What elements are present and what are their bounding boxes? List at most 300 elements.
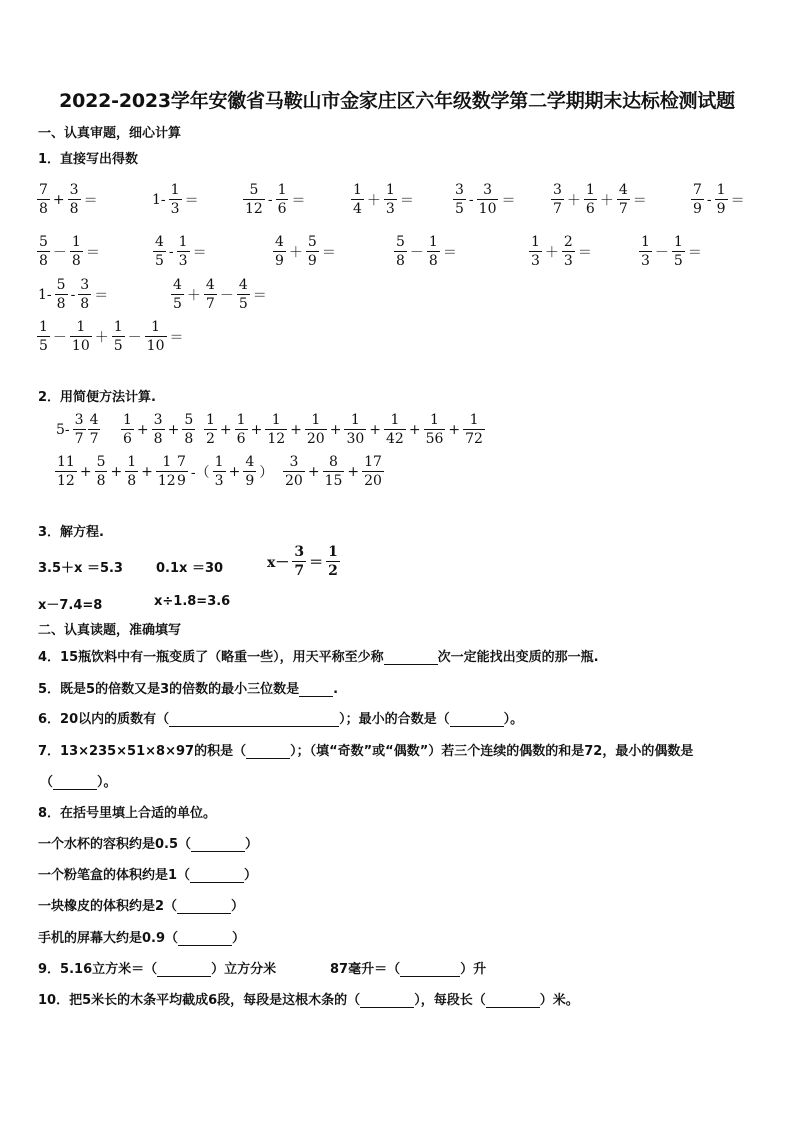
fraction: [70, 320, 92, 353]
denominator: 15: [324, 473, 343, 489]
q1-expression: [36, 278, 110, 311]
q1-expression: [36, 320, 186, 353]
fraction: [617, 183, 630, 216]
fraction: [715, 183, 728, 216]
numerator: 1: [385, 182, 395, 198]
close-paren: ）: [232, 931, 246, 946]
q1-expression: [690, 183, 747, 216]
numerator: 4: [245, 454, 255, 470]
question-4: [38, 646, 599, 665]
denominator: 2: [328, 563, 338, 579]
operator: ）: [259, 464, 274, 481]
q1-expression: [36, 183, 100, 216]
numerator: 5: [96, 454, 106, 470]
answer-blank[interactable]: [53, 777, 97, 790]
equals-sign: ＝: [192, 244, 207, 261]
denominator: 5: [113, 338, 123, 354]
equals-sign: ＝: [730, 192, 745, 209]
numerator: 1: [428, 234, 438, 250]
operator: +: [290, 421, 302, 438]
equation-4: x－7.4=8: [38, 598, 103, 613]
answer-blank[interactable]: [384, 652, 438, 665]
denominator: 5: [155, 253, 164, 269]
q2-expression: [120, 413, 196, 446]
operator: +: [250, 421, 263, 438]
numerator: 3: [153, 412, 163, 428]
fraction: [265, 413, 287, 446]
operator: -: [468, 191, 474, 208]
denominator: 20: [306, 431, 325, 447]
equals-sign: ＝: [184, 192, 199, 209]
q1-expression: [550, 183, 649, 216]
numerator: 3: [80, 277, 90, 293]
fraction: [171, 278, 184, 311]
fraction: [305, 413, 327, 446]
fraction: [204, 413, 217, 446]
q5-text-a: 5．既是5的倍数又是3的倍数的最小三位数是: [38, 682, 300, 697]
equals-sign: ＝: [321, 244, 336, 261]
numerator: 1: [531, 234, 540, 250]
answer-blank[interactable]: [178, 933, 232, 946]
denominator: 3: [531, 253, 540, 269]
answer-blank[interactable]: [157, 964, 211, 977]
operator: +: [52, 191, 65, 208]
numerator: 1: [311, 412, 321, 428]
denominator: 3: [385, 201, 395, 217]
numerator: 1: [430, 412, 439, 428]
denominator: 6: [277, 201, 287, 217]
denominator: 12: [267, 431, 286, 447]
numerator: 1: [127, 454, 137, 470]
fraction: [37, 235, 50, 268]
q8-line-2-text: 一个粉笔盒的体积约是1（: [38, 868, 191, 883]
denominator: 10: [478, 201, 497, 217]
expr-prefix: 5-: [56, 421, 70, 438]
fraction: [145, 320, 167, 353]
fraction: [529, 235, 542, 268]
q2-expression: [174, 455, 275, 488]
numerator: 1: [277, 182, 287, 198]
operator: -: [267, 191, 273, 208]
question-6: [38, 708, 523, 727]
numerator: 1: [39, 319, 48, 335]
q8-line-1-text: 一个水杯的容积约是0.5（: [38, 837, 192, 852]
q9-text-b: ）立方分米: [211, 962, 277, 977]
q7-text-a: 7．13×235×51×8×97的积是（: [38, 744, 247, 759]
fraction: [453, 183, 466, 216]
fraction: [177, 235, 190, 268]
fraction: [562, 235, 575, 268]
q1-expression: [242, 183, 307, 216]
answer-blank[interactable]: [169, 714, 339, 727]
fraction: [243, 183, 265, 216]
fraction: [37, 320, 50, 353]
question-3: 3．解方程.: [38, 525, 104, 540]
q2-expression: [54, 413, 101, 446]
operator: +: [228, 463, 241, 480]
q4-text-b: 次一定能找出变质的那一瓶.: [437, 650, 599, 665]
question-8: 8．在括号里填上合适的单位。: [38, 806, 217, 821]
q6-text-c: ）。: [503, 712, 524, 727]
q1-expression: [36, 235, 102, 268]
fraction: [384, 413, 406, 446]
q1-expression: [528, 235, 594, 268]
numerator: 4: [89, 412, 99, 428]
numerator: 1: [151, 319, 161, 335]
equation-5: x÷1.8=3.6: [154, 594, 231, 609]
denominator: 2: [206, 431, 215, 447]
equals-sign: ＝: [83, 192, 98, 209]
fraction: [112, 320, 125, 353]
denominator: 6: [236, 431, 246, 447]
answer-blank[interactable]: [486, 995, 540, 1008]
question-7: [38, 740, 693, 759]
denominator: 12: [245, 201, 263, 217]
fraction: [477, 183, 499, 216]
numerator: 11: [57, 454, 75, 470]
numerator: 4: [155, 234, 164, 250]
numerator: 3: [74, 412, 84, 428]
denominator: 3: [178, 253, 188, 269]
numerator: 1: [585, 182, 595, 198]
denominator: 5: [673, 253, 683, 269]
fraction: [121, 413, 134, 446]
expr-prefix: 1-: [38, 286, 52, 303]
numerator: 2: [563, 234, 573, 250]
question-2: 2．用简便方法计算.: [38, 390, 156, 405]
operator: +: [110, 463, 123, 480]
operator: ＋: [544, 244, 559, 261]
operator: ＋: [599, 192, 614, 209]
fraction: [125, 455, 138, 488]
fraction: [273, 235, 286, 268]
page-title: 2022-2023学年安徽省马鞍山市金家庄区六年级数学第二学期期末达标检测试题: [59, 90, 735, 112]
operator: －: [654, 244, 669, 261]
denominator: 42: [386, 431, 404, 447]
fraction: [95, 455, 108, 488]
denominator: 20: [364, 473, 382, 489]
operator: +: [369, 421, 381, 438]
q10-text-c: ）米。: [539, 993, 579, 1008]
fraction: [584, 183, 597, 216]
denominator: 8: [69, 201, 79, 217]
numerator: 4: [275, 234, 284, 250]
equals-sign: ＝: [94, 287, 109, 304]
operator: ＋: [94, 329, 109, 346]
fraction: [691, 183, 704, 216]
denominator: 12: [57, 473, 75, 489]
q1-expression: [638, 235, 704, 268]
numerator: 7: [693, 182, 702, 198]
fraction: [37, 183, 50, 216]
fraction: [204, 278, 217, 311]
equals-sign: ＝: [632, 192, 647, 209]
q1-expression: [170, 278, 269, 311]
denominator: 9: [307, 253, 317, 269]
denominator: 8: [39, 201, 48, 217]
fraction: [427, 235, 440, 268]
q4-text-a: 4．15瓶饮料中有一瓶变质了（略重一些），用天平称至少称: [38, 650, 384, 665]
numerator: 1: [390, 412, 400, 428]
q7-text-b: ）；（填“奇数”或“偶数”）若三个连续的偶数的和是72，最小的偶数是: [290, 744, 694, 759]
answer-blank[interactable]: [191, 839, 245, 852]
q1-expression: [393, 235, 459, 268]
numerator: 5: [39, 234, 48, 250]
expr-prefix: 1-: [152, 191, 166, 208]
numerator: 1: [206, 412, 215, 428]
numerator: 3: [455, 182, 464, 198]
fraction: [306, 235, 319, 268]
fraction: [169, 183, 182, 216]
q1-expression: [152, 235, 209, 268]
answer-blank[interactable]: [177, 901, 231, 914]
equals-sign: ＝: [291, 192, 306, 209]
numerator: 1: [178, 234, 188, 250]
q8-line-2: [38, 864, 257, 883]
operator: ＋: [566, 192, 581, 209]
fraction: [88, 413, 101, 446]
close-paren: ）: [245, 837, 259, 852]
q7-text-d: ）。: [97, 775, 117, 790]
equals-sign: ＝: [399, 192, 414, 209]
numerator: 7: [177, 454, 186, 470]
fraction: [344, 413, 366, 446]
answer-blank[interactable]: [360, 995, 414, 1008]
denominator: 9: [693, 201, 702, 217]
q5-text-b: .: [333, 682, 339, 697]
q9-text-d: ）升: [460, 962, 487, 977]
question-10: [38, 989, 579, 1008]
fraction: [213, 455, 226, 488]
operator: +: [307, 463, 320, 480]
operator: +: [136, 421, 149, 438]
denominator: 5: [238, 296, 248, 312]
denominator: 56: [425, 431, 444, 447]
question-7-cont: [40, 771, 117, 790]
denominator: 8: [153, 431, 163, 447]
denominator: 12: [157, 473, 176, 489]
denominator: 30: [346, 431, 365, 447]
equals-sign: ＝: [169, 329, 184, 346]
q8-line-4-text: 手机的屏幕大约是0.9（: [38, 931, 179, 946]
numerator: 5: [307, 234, 317, 250]
section-2-heading: 二、认真读题，准确填写: [38, 623, 182, 638]
fraction: [237, 278, 250, 311]
q10-text-b: ），每段长（: [414, 993, 486, 1008]
answer-blank[interactable]: [299, 684, 333, 697]
denominator: 8: [184, 431, 194, 447]
denominator: 9: [716, 201, 726, 217]
section-1-heading: 一、认真审题，细心计算: [38, 126, 182, 141]
equals-sign: ＝: [577, 244, 592, 261]
equation-2: 0.1x ＝30: [156, 561, 224, 576]
q2-expression: [203, 413, 486, 446]
denominator: 9: [245, 473, 255, 489]
q1-expression: [150, 183, 201, 216]
denominator: 3: [563, 253, 573, 269]
denominator: 8: [96, 473, 106, 489]
numerator: 8: [329, 454, 338, 470]
operator: -: [70, 286, 76, 303]
operator: +: [448, 421, 461, 438]
denominator: 5: [455, 201, 464, 217]
denominator: 7: [89, 431, 99, 447]
operator: +: [219, 421, 232, 438]
numerator: 1: [71, 234, 81, 250]
answer-blank[interactable]: [450, 714, 504, 727]
question-5: [38, 678, 338, 697]
numerator: 1: [641, 234, 650, 250]
operator: +: [79, 463, 92, 480]
numerator: 3: [69, 182, 79, 198]
numerator: 1: [716, 182, 726, 198]
numerator: 4: [173, 277, 182, 293]
fraction: [55, 278, 68, 311]
numerator: 1: [469, 412, 479, 428]
fraction: [152, 413, 165, 446]
denominator: 8: [71, 253, 81, 269]
fraction: [55, 455, 77, 488]
operator: －: [219, 287, 234, 304]
fraction: [639, 235, 652, 268]
fraction: [424, 413, 446, 446]
operator: +: [408, 421, 421, 438]
q8-line-1: [38, 833, 258, 852]
numerator: 1: [162, 454, 172, 470]
operator: ＝: [309, 554, 324, 571]
denominator: 4: [353, 201, 362, 217]
fraction: [292, 545, 306, 578]
fraction: [394, 235, 407, 268]
denominator: 7: [74, 431, 84, 447]
fraction: [73, 413, 86, 446]
close-paren: ）: [244, 868, 258, 883]
fraction: [551, 183, 564, 216]
q2-expression: [282, 455, 385, 488]
operator: －: [127, 329, 142, 346]
denominator: 20: [285, 473, 303, 489]
answer-blank[interactable]: [400, 964, 460, 977]
denominator: 3: [214, 473, 224, 489]
equation-3: [265, 545, 341, 578]
fraction: [362, 455, 384, 488]
operator: +: [141, 463, 153, 480]
denominator: 3: [641, 253, 650, 269]
denominator: 8: [39, 253, 48, 269]
numerator: 1: [76, 319, 86, 335]
q6-text-a: 6．20以内的质数有（: [38, 712, 170, 727]
question-1: 1．直接写出得数: [38, 152, 139, 167]
numerator: 3: [553, 182, 562, 198]
q9-text-a: 9．5.16立方米＝（: [38, 962, 158, 977]
numerator: 5: [184, 412, 194, 428]
numerator: 1: [123, 412, 132, 428]
answer-blank[interactable]: [190, 870, 244, 883]
operator: ＋: [186, 287, 201, 304]
equals-sign: ＝: [501, 192, 516, 209]
operator: +: [329, 421, 342, 438]
operator: －: [409, 244, 424, 261]
operator: －: [52, 329, 67, 346]
denominator: 7: [618, 201, 628, 217]
operator: ＋: [288, 244, 303, 261]
q9-text-c: 87毫升＝（: [330, 962, 401, 977]
operator: +: [167, 421, 180, 438]
denominator: 72: [465, 431, 483, 447]
denominator: 5: [39, 338, 48, 354]
numerator: 1: [236, 412, 246, 428]
q10-text-a: 10．把5米长的木条平均截成6段，每段是这根木条的（: [38, 993, 361, 1008]
denominator: 8: [127, 473, 137, 489]
fraction: [276, 183, 289, 216]
numerator: 7: [39, 182, 48, 198]
denominator: 5: [173, 296, 182, 312]
question-9-part-2: [330, 958, 486, 977]
fraction: [283, 455, 305, 488]
denominator: 10: [146, 338, 165, 354]
q8-line-4: [38, 927, 245, 946]
fraction: [68, 183, 81, 216]
fraction: [78, 278, 91, 311]
numerator: 3: [294, 544, 305, 560]
fraction: [384, 183, 397, 216]
q1-expression: [272, 235, 338, 268]
equals-sign: ＝: [252, 287, 267, 304]
operator: ＋: [366, 192, 381, 209]
denominator: 7: [294, 563, 305, 579]
denominator: 9: [177, 473, 186, 489]
operator: －: [52, 244, 67, 261]
denominator: 3: [170, 201, 180, 217]
denominator: 7: [553, 201, 562, 217]
numerator: 17: [364, 454, 382, 470]
denominator: 8: [80, 296, 90, 312]
numerator: 4: [238, 277, 248, 293]
fraction: [70, 235, 83, 268]
denominator: 9: [275, 253, 284, 269]
answer-blank[interactable]: [246, 746, 290, 759]
denominator: 8: [428, 253, 438, 269]
fraction: [351, 183, 364, 216]
q7-text-c: （: [40, 775, 54, 790]
q1-expression: [350, 183, 416, 216]
equals-sign: ＝: [687, 244, 702, 261]
question-9: [38, 958, 276, 977]
numerator: 5: [249, 182, 259, 198]
q6-text-b: ）；最小的合数是（: [339, 712, 450, 727]
operator: -: [168, 243, 174, 260]
fraction: [463, 413, 485, 446]
numerator: 1: [271, 412, 281, 428]
q2-expression: [54, 455, 179, 488]
equals-sign: ＝: [85, 244, 100, 261]
numerator: 1: [328, 544, 338, 560]
q8-line-3: [38, 895, 244, 914]
denominator: 6: [585, 201, 595, 217]
expr-prefix: x－: [267, 554, 290, 571]
numerator: 5: [396, 234, 405, 250]
denominator: 7: [205, 296, 215, 312]
fraction: [326, 545, 340, 578]
numerator: 1: [170, 182, 180, 198]
denominator: 6: [123, 431, 132, 447]
fraction: [182, 413, 195, 446]
equals-sign: ＝: [442, 244, 457, 261]
fraction: [153, 235, 166, 268]
fraction: [672, 235, 685, 268]
q8-line-3-text: 一块橡皮的体积约是2（: [38, 899, 178, 914]
fraction: [323, 455, 345, 488]
